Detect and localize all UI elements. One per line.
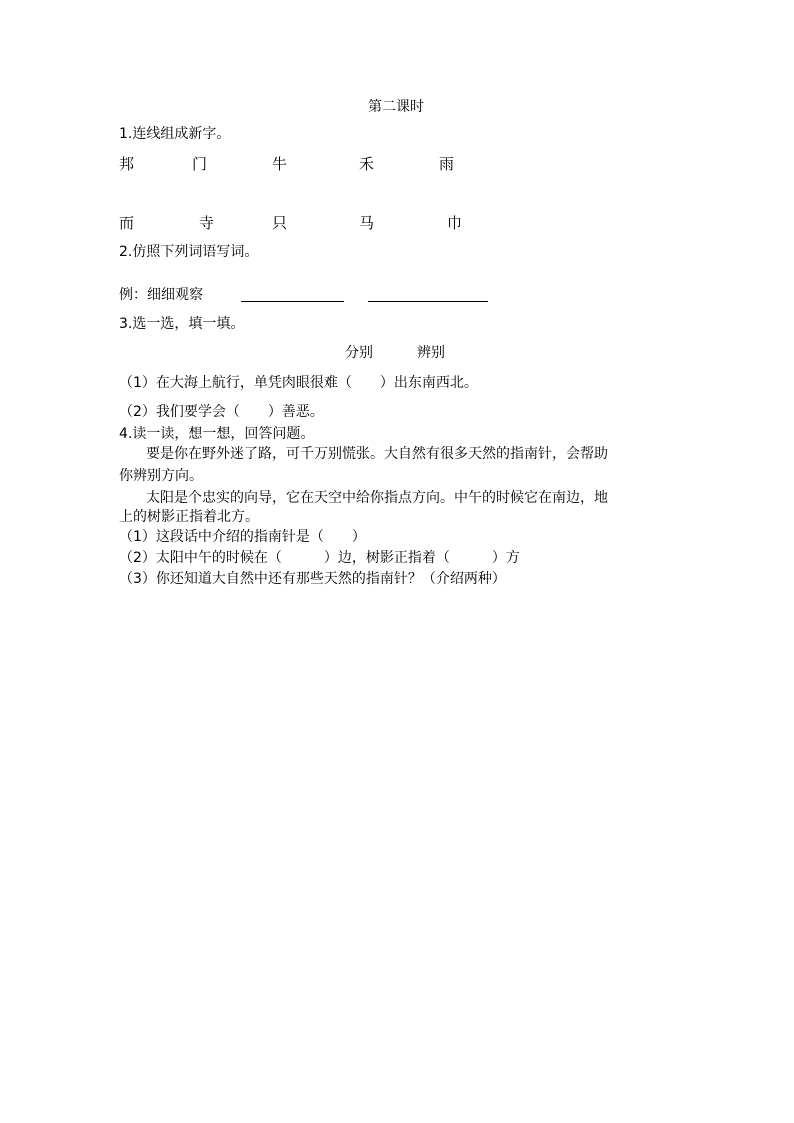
q1-row2-char-5: 巾 <box>447 214 463 232</box>
q4-question-3: （3）你还知道大自然中还有那些天然的指南针？（介绍两种） <box>119 571 506 587</box>
q4-paragraph-1-line-1: 要是你在野外迷了路，可千万别慌张。大自然有很多天然的指南针，会帮助 <box>146 446 608 462</box>
q4-heading: 4.读一读，想一想，回答问题。 <box>119 426 315 442</box>
q3-option-1: 分别 <box>345 345 373 361</box>
q1-row2-char-3: 只 <box>272 214 288 232</box>
q1-row1-char-3: 牛 <box>272 155 288 173</box>
q1-row2-char-4: 马 <box>359 214 375 232</box>
q1-row1-char-5: 雨 <box>439 155 455 173</box>
q1-heading: 1.连线组成新字。 <box>119 126 231 142</box>
page-title: 第二课时 <box>368 99 424 115</box>
q2-heading: 2.仿照下列词语写词。 <box>119 244 259 260</box>
q4-paragraph-2-line-2: 上的树影正指着北方。 <box>119 509 259 525</box>
q1-row2-char-1: 而 <box>119 214 135 232</box>
q2-answer-line-2[interactable] <box>368 301 488 302</box>
q2-answer-line-1[interactable] <box>241 301 344 302</box>
q3-option-2: 辨别 <box>417 345 445 361</box>
q1-row1-char-2: 门 <box>192 155 208 173</box>
q4-question-2: （2）太阳中午的时候在（ ）边，树影正指着（ ）方 <box>119 550 520 566</box>
q3-heading: 3.选一选，填一填。 <box>119 316 245 332</box>
q1-row1-char-1: 邦 <box>119 155 135 173</box>
q1-row2-char-2: 寺 <box>199 214 215 232</box>
q3-item-1: （1）在大海上航行，单凭肉眼很难（ ）出东南西北。 <box>119 375 478 391</box>
q4-paragraph-2-line-1: 太阳是个忠实的向导，它在天空中给你指点方向。中午的时候它在南边，地 <box>146 490 608 506</box>
q3-item-2: （2）我们要学会（ ）善恶。 <box>119 404 324 420</box>
q2-example: 例：细细观察 <box>119 287 203 303</box>
q4-paragraph-1-line-2: 你辨别方向。 <box>119 468 203 484</box>
q1-row1-char-4: 禾 <box>359 155 375 173</box>
q4-question-1: （1）这段话中介绍的指南针是（ ） <box>119 529 366 545</box>
